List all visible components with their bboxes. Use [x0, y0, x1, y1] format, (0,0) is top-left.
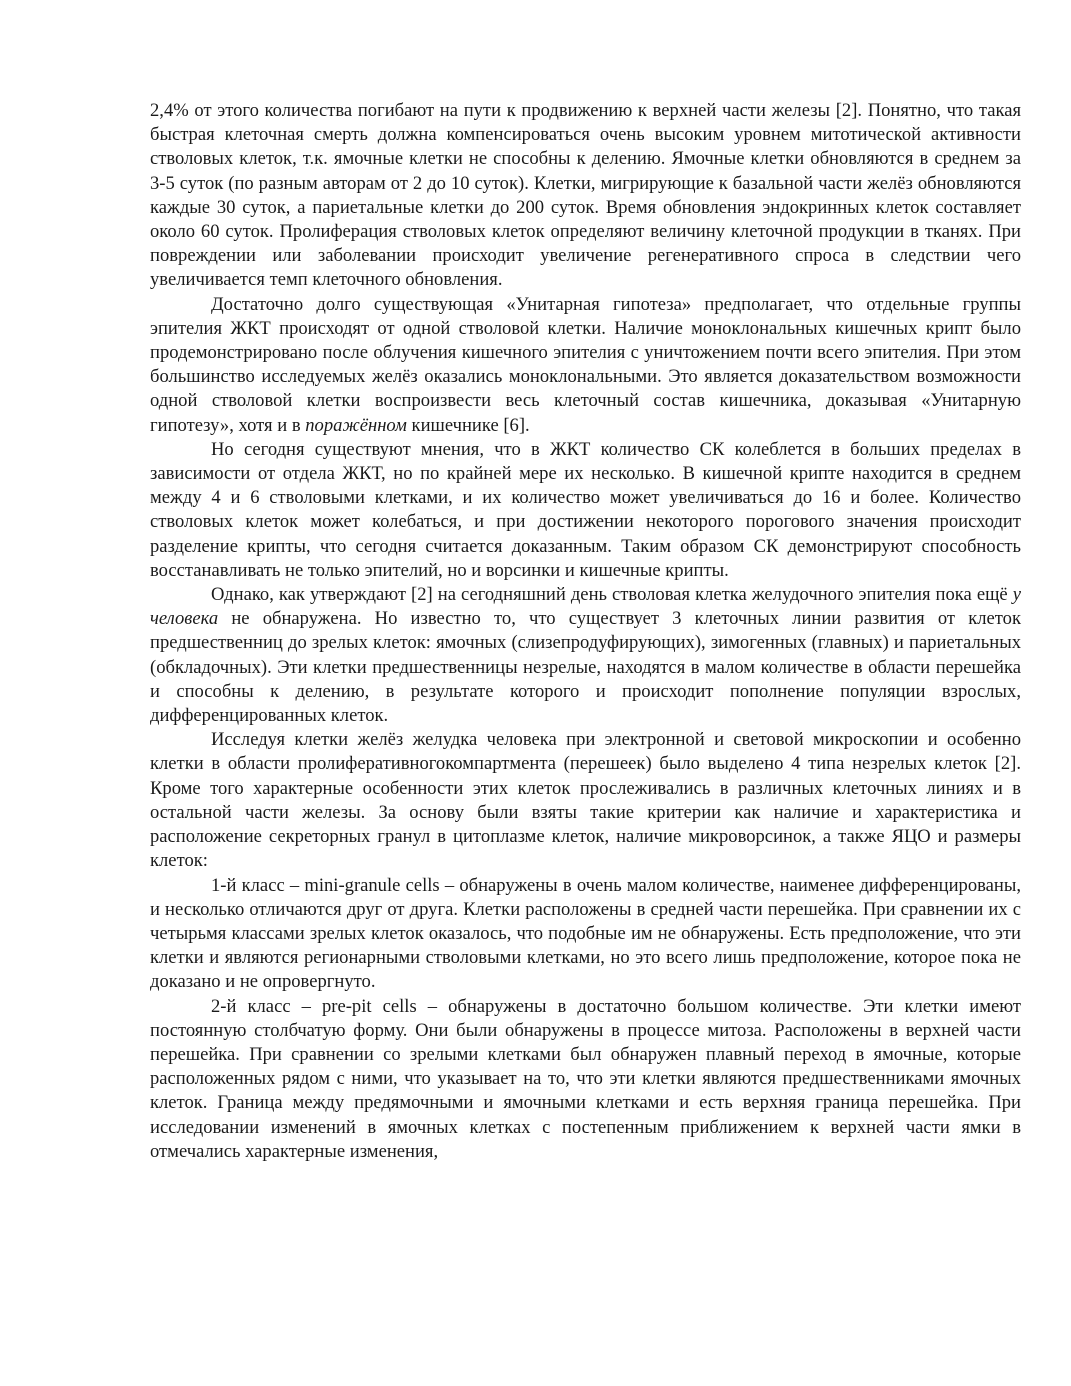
document-page	[150, 99, 1021, 1164]
paragraph-text: Достаточно долго существующая «Унитарная гипотеза» предполагает, что отдельные группы эпителия ЖКТ происходят от одной стволовой клетки. Наличие моноклональных кишечных крипт было продемонстрировано после облучения кишечного эпителия с уничтожением почти всего эпителия. При этом большинство исследуемых желёз оказались моноклональными. Это является доказательством возможности одной стволовой клетки воспроизвести весь клеточный состав кишечника, доказывая «Унитарную гипотезу», хотя и в	[150, 293, 1021, 436]
italic-text: у человека	[150, 584, 1021, 630]
paragraph-cell-renewal: 2,4% от этого количества погибают на пути к продвижению к верхней части железы [2]. Понятно, что такая быстрая клеточная смерть должна компенсироваться очень высоким уровнем митотической активности стволовых клеток, т.к. ямочные клетки не способны к делению. Ямочные клетки обновляются в среднем за 3-5 суток (по разным авторам от 2 до 10 суток). Клетки, мигрирующие к базальной части желёз обновляются каждые 30 суток, а париетальные клетки до 200 суток. Время обновления эндокринных клеток составляет около 60 суток. Пролиферация стволовых клеток определяют величину клеточной продукции в тканях. При повреждении или заболевании происходит увеличение регенеративного спроса в следствии чего увеличивается темп клеточного обновления.	[150, 100, 1021, 291]
paragraph-class-1: 1-й класс – mini-granule cells – обнаружены в очень малом количестве, наименее дифференцированы, и несколько отличаются друг от друга. Клетки расположены в средней части перешейка. При сравнении их с четырьмя классами зрелых клеток оказалось, что подобные им не обнаружены. Есть предположение, что эти клетки и являются регионарными стволовыми клетками, но это всего лишь предположение, которое пока не доказано и не опровергнуто.	[150, 874, 1021, 993]
paragraph-class-2: 2-й класс – pre-pit cells – обнаружены в достаточно большом количестве. Эти клетки имеют постоянную столбчатую форму. Они были обнаружены в процессе митоза. Расположены в верхней части перешейка. При сравнении со зрелыми клетками был обнаружен плавный переход в ямочные, которые расположенных рядом с ними, что указывает на то, что эти клетки являются предшественниками ямочных клеток. Граница между предямочными и ямочными клетками и есть верхняя граница перешейка. При исследовании изменений в ямочных клетках с постепенным приближением к верхней части ямки в отмечались характерные изменения,	[150, 995, 1021, 1162]
paragraph-stem-cell-count: Но сегодня существуют мнения, что в ЖКТ количество СК колеблется в больших пределах в зависимости от отдела ЖКТ, но по крайней мере их несколько. В кишечной крипте находится в среднем между 4 и 6 стволовыми клетками, и их количество может увеличиваться до 16 и более. Количество стволовых клеток может колебаться, и при достижении некоторого порогового значения происходит разделение крипты, что сегодня считается доказанным. Таким образом СК демонстрируют способность восстанавливать не только эпителий, но и ворсинки и кишечные крипты.	[150, 438, 1021, 581]
paragraph-unitary-hypothesis	[150, 293, 1021, 438]
paragraph-text: Однако, как утверждают [2] на сегодняшний день стволовая клетка желудочного эпителия пока ещё	[211, 584, 1013, 606]
italic-text: поражённом	[305, 414, 407, 436]
paragraph-text: не обнаружена. Но известно то, что существует 3 клеточных линии развития от клеток предшественниц до зрелых клеток: ямочных (слизепродуфирующих), зимогенных (главных) и париетальных (обкладочных). Эти клетки предшественницы незрелые, находятся в малом количестве в области перешейка и способны к делению, в результате которого и происходит пополнение популяции взрослых, дифференцированных клеток.	[150, 608, 1021, 727]
paragraph-text: кишечнике [6].	[406, 414, 530, 436]
paragraph-gastric-stem-cell	[150, 583, 1021, 728]
paragraph-immature-cell-types: Исследуя клетки желёз желудка человека при электронной и световой микроскопии и особенно клетки в области пролиферативногокомпартмента (перешеек) было выделено 4 типа незрелых клеток [2]. Кроме того характерные особенности этих клеток прослеживались в различных клеточных линиях и в остальной части железы. За основу были взяты такие критерии как наличие и характеристика и расположение секреторных гранул в цитоплазме клеток, наличие микроворсинок, а также ЯЦО и размеры клеток:	[150, 729, 1021, 872]
